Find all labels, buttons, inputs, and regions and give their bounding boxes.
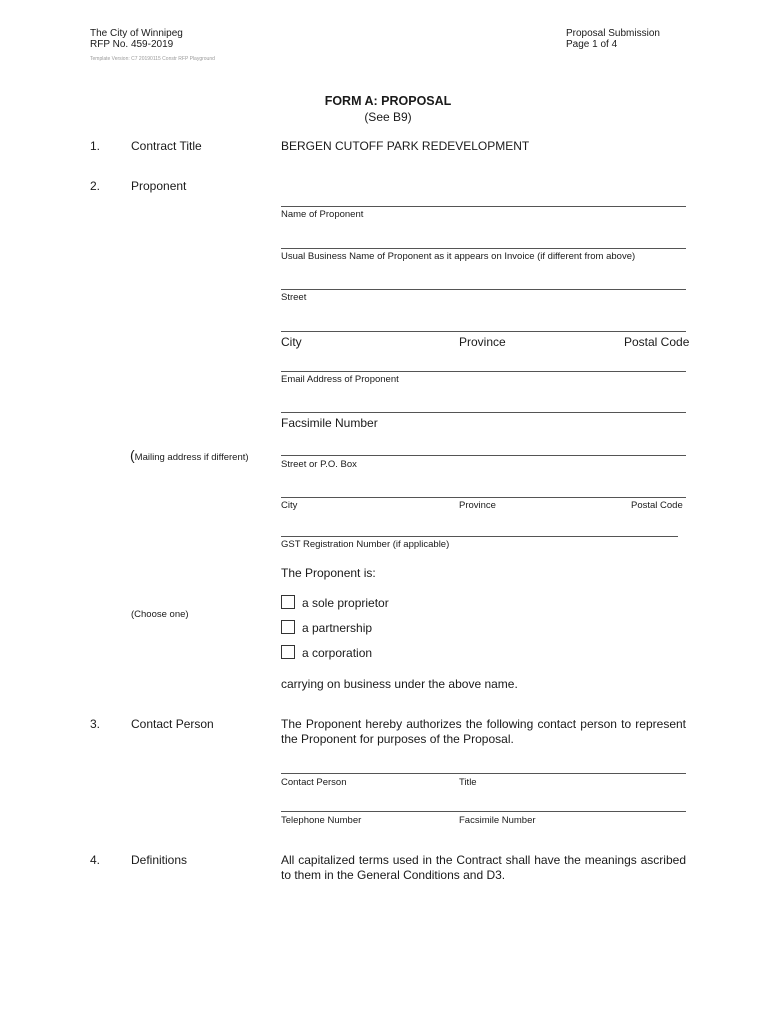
mailing-province-label: Province [459, 500, 496, 511]
section-3-number: 3. [90, 717, 101, 731]
header-page-number: Page 1 of 4 [566, 39, 618, 50]
mailing-city-province-postal-field[interactable] [281, 497, 686, 498]
mailing-address-note [130, 447, 249, 465]
contact-person-label: Contact Person [281, 777, 347, 788]
section-4-number: 4. [90, 853, 101, 867]
contact-person-title-field[interactable] [281, 773, 686, 774]
form-title: FORM A: PROPOSAL [324, 94, 452, 108]
mailing-street-label: Street or P.O. Box [281, 459, 357, 470]
city-label: City [281, 335, 302, 349]
definitions-text: All capitalized terms used in the Contract shall have the meanings ascribed to them in the General Conditions and D3. [281, 853, 686, 882]
name-of-proponent-label: Name of Proponent [281, 209, 364, 220]
sole-proprietor-checkbox[interactable] [281, 595, 295, 609]
business-name-field[interactable] [281, 248, 686, 249]
street-field[interactable] [281, 289, 686, 290]
contract-title-value: BERGEN CUTOFF PARK REDEVELOPMENT [281, 139, 530, 153]
email-label: Email Address of Proponent [281, 374, 399, 385]
partnership-checkbox[interactable] [281, 620, 295, 634]
mailing-note-text: Mailing address if different) [134, 452, 249, 463]
proponent-is-label: The Proponent is: [281, 566, 376, 580]
gst-number-label: GST Registration Number (if applicable) [281, 539, 450, 550]
choose-one-note: (Choose one) [131, 609, 189, 620]
section-2-number: 2. [90, 179, 101, 193]
header-org: The City of Winnipeg [90, 28, 183, 39]
fax-label: Facsimile Number [281, 416, 378, 430]
corporation-checkbox[interactable] [281, 645, 295, 659]
email-field[interactable] [281, 371, 686, 372]
header-rfp-number: RFP No. 459-2019 [90, 39, 174, 50]
mailing-note-paren: ( [130, 447, 135, 463]
contact-phone-fax-field[interactable] [281, 811, 686, 812]
corporation-label: a corporation [302, 646, 373, 660]
carrying-on-business-text: carrying on business under the above name. [281, 677, 518, 691]
section-1-label: Contract Title [131, 139, 202, 153]
contact-title-label: Title [459, 777, 477, 788]
contact-telephone-label: Telephone Number [281, 815, 362, 826]
contact-authorization-text: The Proponent hereby authorizes the following contact person to represent the Proponent for purposes of the Proposal. [281, 717, 686, 746]
mailing-city-label: City [281, 500, 298, 511]
street-label: Street [281, 292, 307, 303]
fax-field[interactable] [281, 412, 686, 413]
province-label: Province [459, 335, 506, 349]
postal-code-label: Postal Code [624, 335, 690, 349]
gst-number-field[interactable] [281, 536, 678, 537]
header-doc-type: Proposal Submission [566, 28, 660, 39]
city-province-postal-field[interactable] [281, 331, 686, 332]
business-name-label: Usual Business Name of Proponent as it appears on Invoice (if different from above) [281, 251, 636, 262]
partnership-label: a partnership [302, 621, 373, 635]
section-1-number: 1. [90, 139, 101, 153]
header-template-version: Template Version: C7 20190115 Constr RFP Playground [90, 56, 215, 62]
name-of-proponent-field[interactable] [281, 206, 686, 207]
section-4-label: Definitions [131, 853, 188, 867]
section-3-label: Contact Person [131, 717, 214, 731]
mailing-postal-code-label: Postal Code [631, 500, 683, 511]
contact-fax-label: Facsimile Number [459, 815, 536, 826]
mailing-street-field[interactable] [281, 455, 686, 456]
form-subtitle: (See B9) [364, 110, 412, 124]
section-2-label: Proponent [131, 179, 187, 193]
sole-proprietor-label: a sole proprietor [302, 596, 389, 610]
